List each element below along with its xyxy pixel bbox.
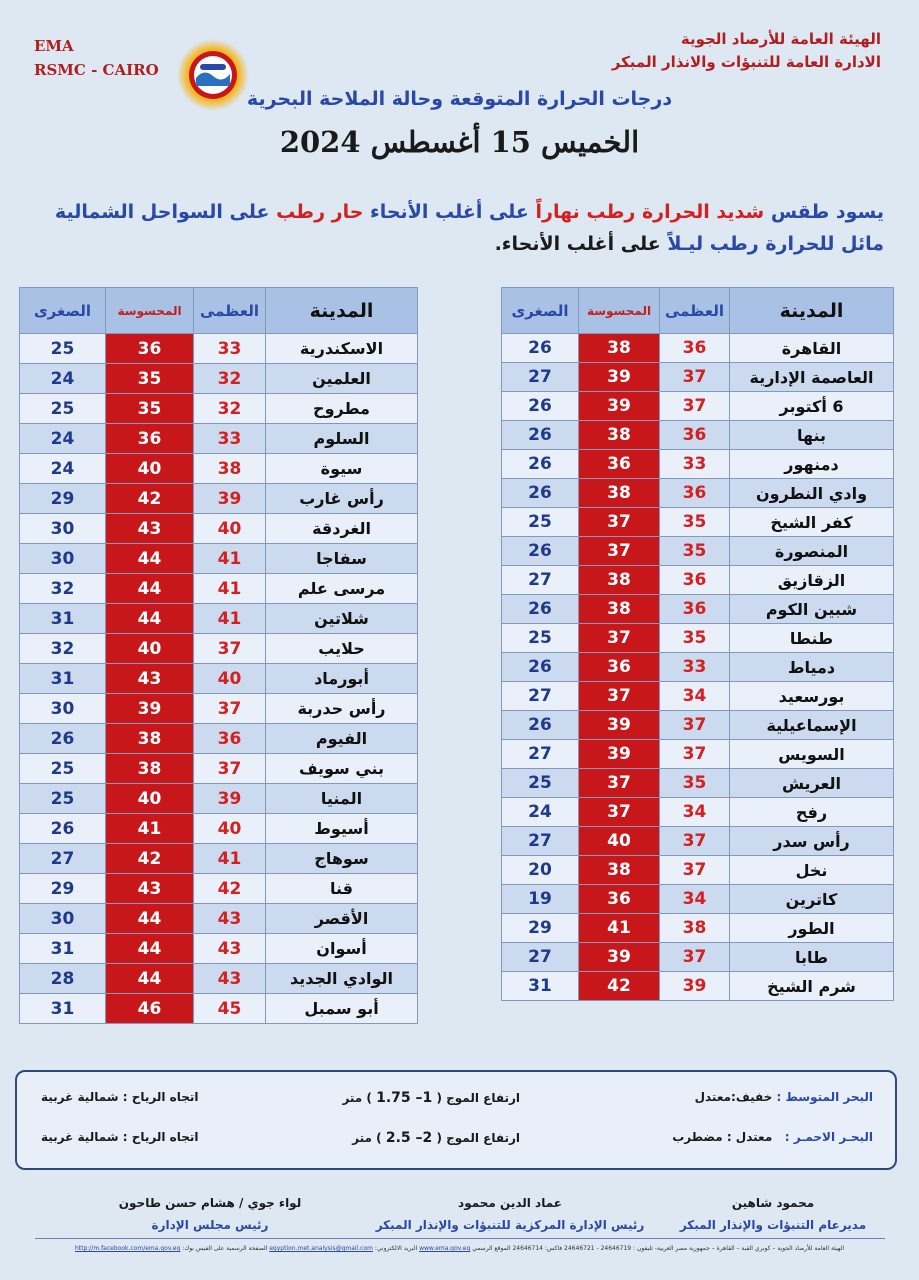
cell-max: 37 [660,392,730,421]
cell-min: 25 [502,624,579,653]
temperature-table-right [501,287,894,1001]
cell-feel: 38 [579,479,660,508]
cell-feel: 39 [579,943,660,972]
cell-feel: 37 [579,682,660,711]
cell-feel: 38 [579,421,660,450]
cell-city: الزقازيق [730,566,894,595]
cell-city: الغردقة [266,514,418,544]
footer-contact [0,1245,919,1252]
signature-2 [360,1192,660,1236]
cell-feel: 39 [579,363,660,392]
cell-max: 34 [660,885,730,914]
table-row [502,769,894,798]
cell-feel: 40 [579,827,660,856]
cell-city: سيوة [266,454,418,484]
col-city: المدينة [266,288,418,334]
cell-city: المنيا [266,784,418,814]
table-row [502,972,894,1001]
cell-min: 27 [502,682,579,711]
summary-part: شديد الحرارة رطب نهاراً [535,201,765,223]
cell-city: السلوم [266,424,418,454]
cell-feel: 37 [579,508,660,537]
cell-min: 26 [20,724,106,754]
cell-max: 37 [194,694,266,724]
cell-max: 32 [194,364,266,394]
table-row [502,450,894,479]
wave-label: ارتفاع الموج ( [436,1091,520,1105]
cell-min: 26 [502,334,579,363]
table-row [502,856,894,885]
footer-fb-label: الصفحة الرسمية على الفيس بوك: [182,1245,268,1252]
table-row [502,537,894,566]
cell-max: 43 [194,934,266,964]
table-row [502,885,894,914]
table-row [502,363,894,392]
cell-min: 19 [502,885,579,914]
cell-feel: 35 [106,364,194,394]
cell-max: 41 [194,604,266,634]
cell-feel: 36 [579,653,660,682]
cell-max: 37 [660,943,730,972]
cell-city: رفح [730,798,894,827]
summary-part: مائل للحرارة رطب ليـلاً [667,233,884,255]
cell-feel: 46 [106,994,194,1024]
cell-min: 29 [20,484,106,514]
cell-max: 32 [194,394,266,424]
footer-website-link[interactable]: www.ema.gov.eg [419,1245,471,1252]
table-row [502,566,894,595]
cell-max: 37 [194,634,266,664]
cell-max: 38 [660,914,730,943]
cell-feel: 43 [106,874,194,904]
col-max: العظمى [194,288,266,334]
cell-feel: 40 [106,454,194,484]
cell-min: 30 [20,514,106,544]
cell-min: 27 [502,943,579,972]
cell-city: الطور [730,914,894,943]
cell-city: العلمين [266,364,418,394]
col-city: المدينة [730,288,894,334]
cell-city: بني سويف [266,754,418,784]
cell-city: أبورماد [266,664,418,694]
cell-feel: 44 [106,544,194,574]
cell-min: 27 [502,740,579,769]
cell-min: 25 [502,508,579,537]
org-header [612,28,881,74]
cell-min: 25 [502,769,579,798]
cell-min: 26 [20,814,106,844]
cell-max: 37 [194,754,266,784]
table-row [20,514,418,544]
cell-feel: 35 [106,394,194,424]
cell-min: 27 [20,844,106,874]
cell-min: 27 [502,363,579,392]
cell-max: 37 [660,711,730,740]
cell-feel: 38 [106,724,194,754]
cell-city: رأس حدربة [266,694,418,724]
sea-name: البحـر الاحمـر [793,1130,873,1144]
cell-city: الفيوم [266,724,418,754]
cell-min: 26 [502,711,579,740]
cell-city: شرم الشيخ [730,972,894,1001]
table-row [20,874,418,904]
wave-label: ارتفاع الموج ( [436,1131,520,1145]
table-header-row [20,288,418,334]
cell-max: 45 [194,994,266,1024]
table-row [20,934,418,964]
cell-min: 31 [20,934,106,964]
sea-state: خفيف:معتدل [694,1090,773,1104]
cell-feel: 42 [106,844,194,874]
cell-city: القاهرة [730,334,894,363]
cell-feel: 39 [579,740,660,769]
cell-max: 43 [194,964,266,994]
cell-city: الاسكندرية [266,334,418,364]
cell-max: 42 [194,874,266,904]
wave-range: 1– 1.75 [376,1090,433,1106]
sea-conditions-box [15,1070,897,1170]
cell-max: 34 [660,798,730,827]
table-row [502,479,894,508]
table-row [20,964,418,994]
footer-divider [35,1238,885,1239]
signatory-name: لواء جوي / هشام حسن طاحون [118,1196,302,1210]
cell-feel: 41 [579,914,660,943]
cell-max: 33 [194,424,266,454]
cell-city: الوادي الجديد [266,964,418,994]
wind-direction: اتجاه الرياح : شمالية غربية [41,1130,199,1144]
cell-min: 31 [20,994,106,1024]
cell-max: 35 [660,508,730,537]
cell-max: 37 [660,740,730,769]
cell-max: 36 [660,595,730,624]
cell-max: 36 [660,566,730,595]
cell-city: كفر الشيخ [730,508,894,537]
cell-city: رأس سدر [730,827,894,856]
table-row [502,624,894,653]
cell-city: السويس [730,740,894,769]
cell-city: دمياط [730,653,894,682]
table-row [502,421,894,450]
rsmc-label: RSMC - CAIRO [34,61,159,79]
cell-feel: 38 [106,754,194,784]
sea-row-red-sea [17,1130,895,1154]
table-row [20,574,418,604]
cell-feel: 36 [579,450,660,479]
cell-city: رأس غارب [266,484,418,514]
cell-feel: 44 [106,574,194,604]
cell-min: 26 [502,595,579,624]
table-row [20,904,418,934]
cell-feel: 44 [106,934,194,964]
cell-min: 26 [502,479,579,508]
cell-max: 41 [194,574,266,604]
cell-max: 37 [660,856,730,885]
cell-city: أبو سمبل [266,994,418,1024]
cell-feel: 42 [579,972,660,1001]
cell-max: 33 [194,334,266,364]
cell-min: 31 [20,664,106,694]
sea-row-mediterranean [17,1090,895,1114]
signatory-name: عماد الدين محمود [458,1196,562,1210]
wave-height [352,1130,520,1146]
ema-label [34,34,159,82]
cell-feel: 37 [579,769,660,798]
weather-summary [24,196,884,260]
cell-feel: 44 [106,904,194,934]
wind-direction: اتجاه الرياح : شمالية غربية [41,1090,199,1104]
cell-city: طابا [730,943,894,972]
table-row [502,740,894,769]
summary-part: على السواحل الشمالية [54,201,270,223]
table-row [20,454,418,484]
cell-feel: 40 [106,634,194,664]
cell-min: 28 [20,964,106,994]
cell-feel: 39 [579,711,660,740]
cell-city: شبين الكوم [730,595,894,624]
cell-max: 36 [660,479,730,508]
table-row [20,364,418,394]
cell-min: 26 [502,450,579,479]
signatory-title: رئيس مجلس الإدارة [151,1218,269,1232]
cell-max: 40 [194,514,266,544]
summary-part: يسود طقس [770,201,884,223]
footer-facebook-link[interactable]: http://m.facebook.com/ema.gov.eg [74,1245,181,1252]
summary-part: على أغلب الأنحاء. [494,233,661,255]
signatory-title: مديرعام التنبؤات والإنذار المبكر [679,1218,867,1232]
table-row [20,334,418,364]
cell-max: 33 [660,653,730,682]
footer-mail-label: البريد الالكتروني: [374,1245,418,1252]
cell-feel: 38 [579,595,660,624]
cell-city: العريش [730,769,894,798]
cell-feel: 37 [579,798,660,827]
table-row [502,392,894,421]
cell-feel: 38 [579,334,660,363]
cell-max: 40 [194,664,266,694]
cell-feel: 37 [579,537,660,566]
cell-city: الأقصر [266,904,418,934]
cell-feel: 38 [579,856,660,885]
cell-min: 30 [20,694,106,724]
cell-min: 29 [502,914,579,943]
table-row [502,827,894,856]
page-subtitle: درجات الحرارة المتوقعة وحالة الملاحة البحرية [246,88,673,110]
table-row [20,754,418,784]
sea-label: البحر المتوسط : خفيف:معتدل [694,1090,873,1104]
table-header-row [502,288,894,334]
signature-1 [663,1192,883,1236]
cell-min: 31 [20,604,106,634]
cell-max: 33 [660,450,730,479]
sea-label: البحـر الاحمـر : معتدل : مضطرب [672,1130,873,1144]
cell-min: 27 [502,566,579,595]
cell-city: بورسعيد [730,682,894,711]
cell-max: 35 [660,624,730,653]
cell-city: أسيوط [266,814,418,844]
cell-city: طنطا [730,624,894,653]
cell-min: 26 [502,392,579,421]
cell-feel: 44 [106,604,194,634]
wave-height [342,1090,520,1106]
cell-feel: 39 [579,392,660,421]
wave-range: 2– 2.5 [385,1130,433,1146]
cell-min: 25 [20,394,106,424]
cell-city: دمنهور [730,450,894,479]
ema-abbrev: EMA [34,37,74,55]
cell-min: 25 [20,334,106,364]
cell-min: 26 [502,653,579,682]
table-row [20,394,418,424]
cell-feel: 39 [106,694,194,724]
cell-feel: 44 [106,964,194,994]
cell-feel: 36 [106,334,194,364]
cell-max: 36 [660,421,730,450]
cell-city: بنها [730,421,894,450]
cell-max: 41 [194,844,266,874]
cell-city: الإسماعيلية [730,711,894,740]
table-row [20,724,418,754]
table-row [20,844,418,874]
table-row [20,664,418,694]
cell-max: 36 [194,724,266,754]
cell-max: 35 [660,769,730,798]
table-row [502,653,894,682]
table-row [502,711,894,740]
signatory-title: رئيس الإدارة المركزية للتنبؤات والإنذار المبكر [375,1218,645,1232]
cell-feel: 36 [579,885,660,914]
table-row [502,682,894,711]
cell-city: نخل [730,856,894,885]
cell-max: 34 [660,682,730,711]
cell-max: 35 [660,537,730,566]
org-name: الهيئة العامة للأرصاد الجوية [680,30,881,48]
col-feel: المحسوسة [579,288,660,334]
cell-max: 39 [194,784,266,814]
cell-city: سوهاج [266,844,418,874]
cell-min: 30 [20,544,106,574]
table-row [502,914,894,943]
cell-max: 39 [660,972,730,1001]
footer-email-link[interactable]: egyption.met.analysis@gmail.com [269,1245,373,1252]
footer-address: الهيئة العامة للأرصاد الجوية – كوبري القبة – القاهرة – جمهورية مصر العربية- تليفون : 24646719 - 24646721 فاكس: 24646714 الموقع الرسمي [472,1245,845,1252]
table-row [20,994,418,1024]
cell-min: 32 [20,574,106,604]
table-row [502,595,894,624]
col-max: العظمى [660,288,730,334]
cell-min: 32 [20,634,106,664]
cell-city: العاصمة الإدارية [730,363,894,392]
cell-feel: 41 [106,814,194,844]
summary-part: على أغلب الأنحاء [370,201,529,223]
signatory-name: محمود شاهين [731,1196,815,1210]
cell-feel: 36 [106,424,194,454]
cell-min: 25 [20,784,106,814]
table-row [20,604,418,634]
cell-feel: 40 [106,784,194,814]
cell-city: قنا [266,874,418,904]
col-min: الصغرى [502,288,579,334]
cell-min: 30 [20,904,106,934]
cell-min: 25 [20,754,106,784]
cell-city: وادي النطرون [730,479,894,508]
cell-city: سفاجا [266,544,418,574]
cell-max: 40 [194,814,266,844]
table-row [502,508,894,537]
cell-min: 24 [502,798,579,827]
table-row [502,798,894,827]
cell-city: كاترين [730,885,894,914]
cell-min: 24 [20,424,106,454]
cell-min: 27 [502,827,579,856]
cell-feel: 42 [106,484,194,514]
temperature-table-left [19,287,418,1024]
cell-max: 36 [660,334,730,363]
col-min: الصغرى [20,288,106,334]
org-department: الادارة العامة للتنبؤات والانذار المبكر [611,53,881,71]
table-row [20,634,418,664]
table-row [20,544,418,574]
cell-min: 24 [20,364,106,394]
wave-unit: ) متر [352,1131,382,1145]
table-row [502,334,894,363]
cell-min: 24 [20,454,106,484]
cell-city: مطروح [266,394,418,424]
col-feel: المحسوسة [106,288,194,334]
cell-min: 20 [502,856,579,885]
table-row [502,943,894,972]
cell-feel: 43 [106,664,194,694]
cell-min: 26 [502,421,579,450]
cell-max: 41 [194,544,266,574]
table-row [20,784,418,814]
table-row [20,484,418,514]
cell-city: شلاتين [266,604,418,634]
sea-state: معتدل : مضطرب [672,1130,773,1144]
cell-min: 29 [20,874,106,904]
cell-city: مرسى علم [266,574,418,604]
signature-3 [100,1192,320,1236]
cell-city: أسوان [266,934,418,964]
cell-min: 31 [502,972,579,1001]
forecast-date: الخميس 15 أغسطس 2024 [279,125,640,159]
table-row [20,424,418,454]
wave-unit: ) متر [342,1091,372,1105]
table-row [20,694,418,724]
cell-min: 26 [502,537,579,566]
cell-city: المنصورة [730,537,894,566]
summary-part: حار رطب [276,201,364,223]
cell-city: 6 أكتوبر [730,392,894,421]
cell-city: حلايب [266,634,418,664]
cell-feel: 37 [579,624,660,653]
cell-max: 38 [194,454,266,484]
cell-max: 37 [660,363,730,392]
cell-max: 37 [660,827,730,856]
cell-max: 43 [194,904,266,934]
cell-feel: 38 [579,566,660,595]
sea-name: البحر المتوسط [785,1090,873,1104]
cell-max: 39 [194,484,266,514]
cell-feel: 43 [106,514,194,544]
table-row [20,814,418,844]
